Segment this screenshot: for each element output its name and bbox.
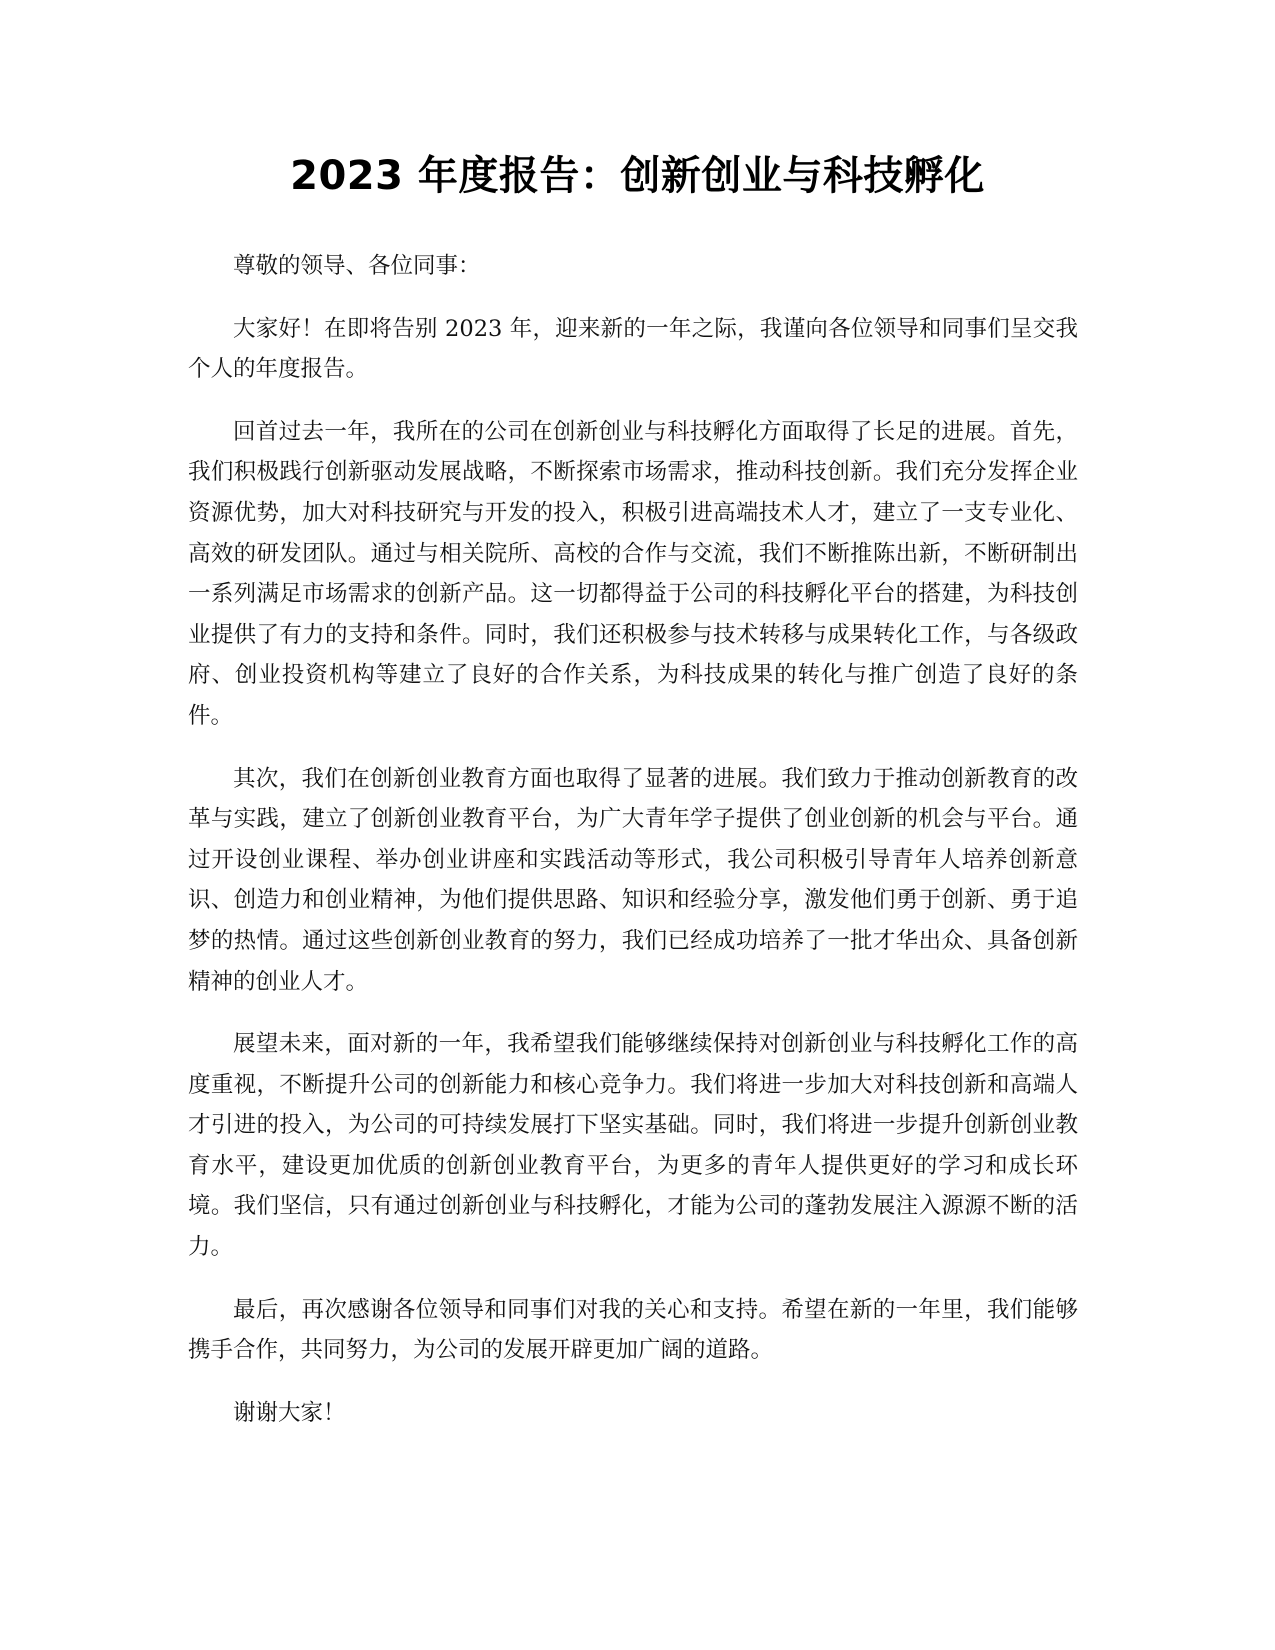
paragraph-review: 回首过去一年，我所在的公司在创新创业与科技孵化方面取得了长足的进展。首先，我们积极践行创新驱动发展战略，不断探索市场需求，推动科技创新。我们充分发挥企业资源优势，加大对科技研究与开发的投入，积极引进高端技术人才，建立了一支专业化、高效的研发团队。通过与相关院所、高校的合作与交流，我们不断推陈出新，不断研制出一系列满足市场需求的创新产品。这一切都得益于公司的科技孵化平台的搭建，为科技创业提供了有力的支持和条件。同时，我们还积极参与技术转移与成果转化工作，与各级政府、创业投资机构等建立了良好的合作关系，为科技成果的转化与推广创造了良好的条件。 <box>188 418 1078 729</box>
document-title: 2023 年度报告：创新创业与科技孵化 <box>290 153 985 199</box>
salutation: 尊敬的领导、各位同事： <box>233 253 481 279</box>
document-body <box>188 246 1078 1455</box>
paragraph-outlook: 展望未来，面对新的一年，我希望我们能够继续保持对创新创业与科技孵化工作的高度重视，不断提升公司的创新能力和核心竞争力。我们将进一步加大对科技创新和高端人才引进的投入，为公司的可持续发展打下坚实基础。同时，我们将进一步提升创新创业教育水平，建设更加优质的创新创业教育平台，为更多的青年人提供更好的学习和成长环境。我们坚信，只有通过创新创业与科技孵化，才能为公司的蓬勃发展注入源源不断的活力。 <box>188 1031 1078 1261</box>
paragraph-closing: 最后，再次感谢各位领导和同事们对我的关心和支持。希望在新的一年里，我们能够携手合作，共同努力，为公司的发展开辟更加广阔的道路。 <box>188 1296 1078 1364</box>
paragraph-education: 其次，我们在创新创业教育方面也取得了显著的进展。我们致力于推动创新教育的改革与实践，建立了创新创业教育平台，为广大青年学子提供了创业创新的机会与平台。通过开设创业课程、举办创业讲座和实践活动等形式，我公司积极引导青年人培养创新意识、创造力和创业精神，为他们提供思路、知识和经验分享，激发他们勇于创新、勇于追梦的热情。通过这些创新创业教育的努力，我们已经成功培养了一批才华出众、具备创新精神的创业人才。 <box>188 765 1078 995</box>
paragraph-thanks: 谢谢大家！ <box>233 1399 346 1426</box>
paragraph-greeting: 大家好！在即将告别 2023 年，迎来新的一年之际，我谨向各位领导和同事们呈交我个人的年度报告。 <box>188 315 1078 383</box>
